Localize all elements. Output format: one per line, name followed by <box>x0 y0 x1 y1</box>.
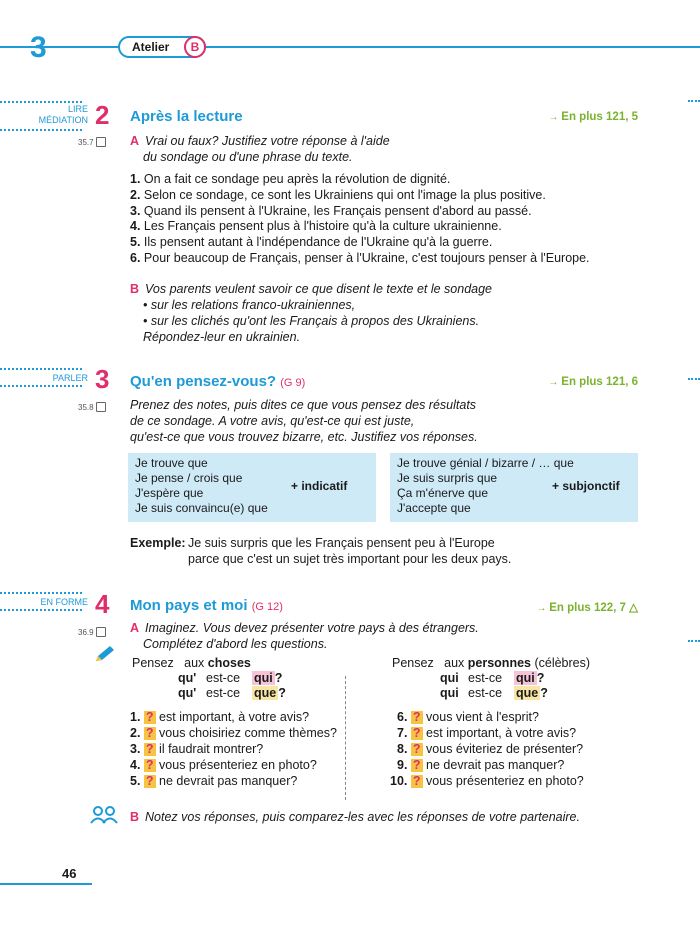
form-highlight: qui <box>254 671 273 685</box>
item-text: vous choisiriez comme thèmes? <box>159 726 337 740</box>
head-word: Pensez <box>392 656 434 670</box>
section-2-en-plus: → En plus 121, 5 <box>548 111 638 123</box>
s3-intro-line: Prenez des notes, puis dites ce que vous pensez des résultats <box>130 398 477 412</box>
item-text: il faudrait montrer? <box>159 742 264 756</box>
s2-partB-bullet: • sur les clichés qu'ont les Français à propos des Ukrainiens. <box>143 314 480 328</box>
phrase: J'accepte que <box>397 501 471 515</box>
head-word: Pensez <box>132 656 174 670</box>
question-item <box>130 726 337 742</box>
item-number: 1. <box>130 172 141 186</box>
page-number: 46 <box>62 866 77 881</box>
unit-number: 3 <box>30 31 47 64</box>
phrase: Ça m'énerve que <box>397 486 489 500</box>
item-text: vous présenteriez en photo? <box>426 774 584 788</box>
right-head <box>392 656 590 672</box>
ref-text: 35.8 <box>78 403 94 412</box>
item-text: Selon ce sondage, ce sont les Ukrainiens qui ont l'image la plus positive. <box>143 188 546 202</box>
section-divider <box>0 609 82 611</box>
section-2-label <box>39 104 88 126</box>
instruction-text: Imaginez. Vous devez présenter votre pays à des étrangers. <box>145 621 479 635</box>
blank-marker: ? <box>412 758 421 772</box>
question-item <box>397 742 583 758</box>
question-item <box>397 710 539 726</box>
item-text: Ils pensent autant à l'indépendance de l'Ukraine qu'à la guerre. <box>143 235 493 249</box>
margin-dots <box>688 640 700 642</box>
section-3-ref <box>78 402 106 412</box>
example-label: Exemple: <box>130 536 186 550</box>
item-number: 7. <box>397 726 408 740</box>
item-text: ne devrait pas manquer? <box>159 774 298 788</box>
part-letter: A <box>130 134 140 148</box>
pair-work-icon <box>90 806 118 824</box>
head-word: (célèbres) <box>534 656 591 670</box>
blank-marker: ? <box>412 774 421 788</box>
form-row <box>440 671 544 687</box>
item-text: On a fait ce sondage peu après la révolution de dignité. <box>143 172 451 186</box>
form-word: est-ce <box>206 671 241 685</box>
item-text: vous éviteriez de présenter? <box>426 742 584 756</box>
head-keyword: choses <box>207 656 251 670</box>
form-qmark: ? <box>540 686 548 700</box>
item-number: 9. <box>397 758 408 772</box>
item-text: est important, à votre avis? <box>159 710 310 724</box>
section-4-label <box>40 597 88 608</box>
item-number: 4. <box>130 219 141 233</box>
section-divider <box>0 101 82 103</box>
instruction-text: Notez vos réponses, puis comparez-les avec les réponses de votre partenaire. <box>145 810 580 824</box>
en-plus-text: En plus 121, 5 <box>561 111 638 123</box>
phrase: Je suis convaincu(e) que <box>135 501 268 515</box>
blank-marker: ? <box>412 710 421 724</box>
s4-partA-line <box>130 621 479 637</box>
list-item <box>130 188 546 204</box>
s4-partA-line: Complétez d'abord les questions. <box>143 637 328 651</box>
instruction-text: Vrai ou faux? Justifiez votre réponse à l'aide <box>145 134 390 148</box>
s2-partA-line <box>130 134 390 150</box>
label-line: MÉDIATION <box>38 115 88 125</box>
title-text: Qu'en pensez-vous? <box>130 373 277 390</box>
phrase: Je suis surpris que <box>397 471 498 485</box>
form-qmark: ? <box>536 671 545 685</box>
s3-intro-line: qu'est-ce que vous trouvez bizarre, etc. Justifiez vos réponses. <box>130 430 478 444</box>
question-item <box>130 710 309 726</box>
book-icon <box>96 402 106 412</box>
item-number: 5. <box>130 235 141 249</box>
blank-marker: ? <box>145 742 154 756</box>
atelier-label: Atelier <box>132 40 170 54</box>
form-word: est-ce <box>468 671 503 685</box>
grammar-ref: (G 9) <box>280 377 306 389</box>
phrase: Je pense / crois que <box>135 471 243 485</box>
column-divider <box>345 676 346 800</box>
blank-marker: ? <box>145 758 154 772</box>
mode-label: + subjonctif <box>552 479 620 493</box>
title-text: Mon pays et moi <box>130 597 248 614</box>
section-2-number: 2 <box>95 100 110 130</box>
item-text: ne devrait pas manquer? <box>426 758 565 772</box>
margin-dots <box>688 100 700 102</box>
section-2-title: Après la lecture <box>130 108 243 125</box>
head-keyword: personnes <box>467 656 531 670</box>
section-3-label <box>53 373 88 384</box>
book-icon <box>96 627 106 637</box>
section-3-title <box>130 373 305 390</box>
section-4-number: 4 <box>95 589 110 619</box>
part-letter: B <box>130 810 140 824</box>
head-word: aux <box>444 656 465 670</box>
mode-label: + indicatif <box>291 479 348 493</box>
form-qmark: ? <box>278 686 286 700</box>
section-4-ref <box>78 627 106 637</box>
ref-text: 36.9 <box>78 628 94 637</box>
grammar-ref: (G 12) <box>251 601 283 613</box>
form-highlight: qui <box>516 671 535 685</box>
section-3-en-plus: → En plus 121, 6 <box>548 376 638 388</box>
triangle-icon: △ <box>629 602 638 614</box>
form-word: qu' <box>178 671 197 685</box>
item-number: 5. <box>130 774 141 788</box>
section-divider <box>0 368 82 370</box>
left-head <box>132 656 251 672</box>
label-line: EN FORME <box>40 597 88 607</box>
item-number: 1. <box>130 710 141 724</box>
list-item <box>130 204 532 220</box>
form-highlight: que <box>254 686 277 700</box>
question-item <box>397 726 576 742</box>
s4-partB-line <box>130 810 580 826</box>
part-letter: B <box>130 282 140 296</box>
instruction-text: Vos parents veulent savoir ce que disent le texte et le sondage <box>145 282 493 296</box>
head-word: aux <box>184 656 205 670</box>
item-number: 6. <box>397 710 408 724</box>
atelier-badge: B <box>184 36 206 58</box>
subjonctif-box <box>390 453 638 522</box>
item-number: 3. <box>130 742 141 756</box>
form-row <box>178 671 282 687</box>
item-text: vous vient à l'esprit? <box>426 710 539 724</box>
phrase: Je trouve génial / bizarre / … que <box>397 456 574 470</box>
section-divider <box>0 592 82 594</box>
blank-marker: ? <box>145 726 154 740</box>
en-plus-text: En plus 121, 6 <box>561 376 638 388</box>
form-word: est-ce <box>206 686 241 700</box>
s2-partA-line: du sondage ou d'une phrase du texte. <box>143 150 353 164</box>
form-row <box>440 686 548 702</box>
blank-marker: ? <box>145 710 154 724</box>
phrase: J'espère que <box>135 486 204 500</box>
item-text: Pour beaucoup de Français, penser à l'Ukraine, c'est toujours penser à l'Europe. <box>143 251 590 265</box>
list-item <box>130 219 502 235</box>
footer-rule <box>0 883 92 885</box>
blank-marker: ? <box>145 774 154 788</box>
section-2-ref <box>78 137 106 147</box>
item-text: Les Français pensent plus à l'histoire qu'à la culture ukrainienne. <box>143 219 502 233</box>
item-number: 2. <box>130 188 141 202</box>
item-text: vous présenteriez en photo? <box>159 758 317 772</box>
form-word: qu' <box>178 686 197 700</box>
blank-marker: ? <box>412 742 421 756</box>
item-number: 4. <box>130 758 141 772</box>
example-line: Je suis surpris que les Français pensent peu à l'Europe <box>188 536 495 550</box>
section-divider <box>0 385 82 387</box>
section-4-en-plus: → En plus 122, 7 △ <box>536 602 638 614</box>
indicatif-box <box>128 453 376 522</box>
item-number: 8. <box>397 742 408 756</box>
form-word: qui <box>440 671 459 685</box>
item-number: 10. <box>390 774 408 788</box>
form-qmark: ? <box>274 671 283 685</box>
ref-text: 35.7 <box>78 138 94 147</box>
question-item <box>390 774 584 790</box>
phrase: Je trouve que <box>135 456 208 470</box>
s2-partB-line <box>130 282 492 298</box>
form-highlight: que <box>516 686 539 700</box>
section-divider <box>0 129 82 131</box>
s2-partB-line: Répondez-leur en ukrainien. <box>143 330 301 344</box>
question-item <box>130 742 263 758</box>
form-word: qui <box>440 686 459 700</box>
label-line: PARLER <box>52 373 88 383</box>
blank-marker: ? <box>412 726 421 740</box>
list-item <box>130 235 492 251</box>
question-item <box>130 774 297 790</box>
question-item <box>397 758 564 774</box>
list-item <box>130 251 590 267</box>
s3-intro-line: de ce sondage. A votre avis, qu'est-ce qui est juste, <box>130 414 415 428</box>
form-row <box>178 686 286 702</box>
example-line: parce que c'est un sujet très important pour les deux pays. <box>188 552 512 566</box>
en-plus-text: En plus 122, 7 <box>549 602 626 614</box>
item-number: 6. <box>130 251 141 265</box>
part-letter: A <box>130 621 140 635</box>
form-word: est-ce <box>468 686 503 700</box>
pencil-icon <box>94 645 116 663</box>
section-4-title <box>130 597 283 614</box>
section-3-number: 3 <box>95 364 110 394</box>
s2-partB-bullet: • sur les relations franco-ukrainiennes, <box>143 298 356 312</box>
question-item <box>130 758 317 774</box>
list-item <box>130 172 450 188</box>
margin-dots <box>688 378 700 380</box>
book-icon <box>96 137 106 147</box>
item-text: Quand ils pensent à l'Ukraine, les Français pensent d'abord au passé. <box>143 204 532 218</box>
item-number: 3. <box>130 204 141 218</box>
label-line: LIRE <box>67 104 88 114</box>
item-number: 2. <box>130 726 141 740</box>
item-text: est important, à votre avis? <box>426 726 577 740</box>
header-rule <box>0 46 700 48</box>
atelier-pill <box>118 36 206 58</box>
